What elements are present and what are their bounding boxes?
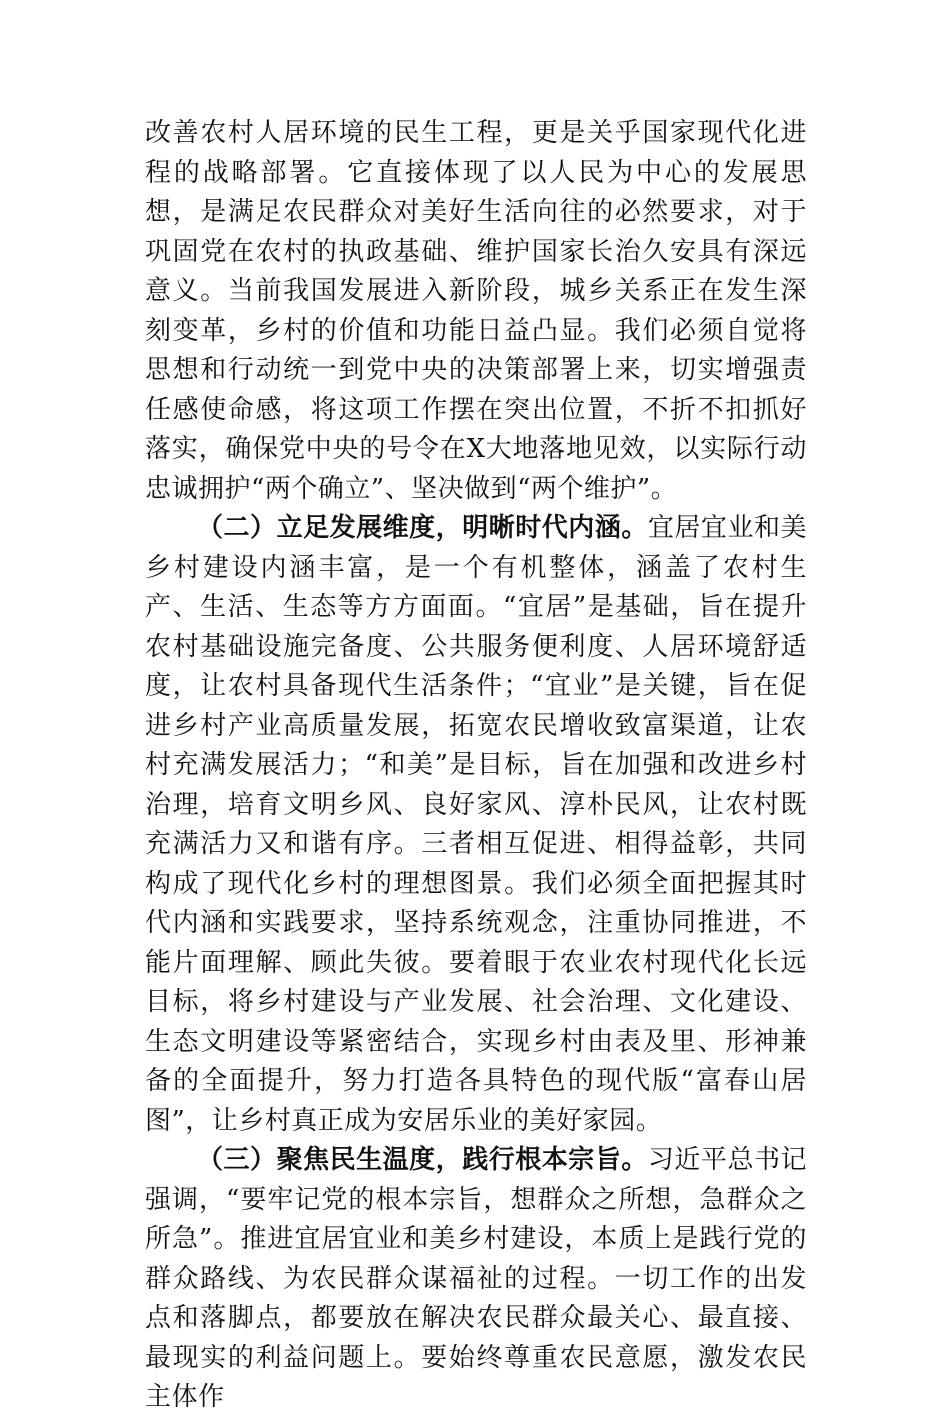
paragraph-2-body: 宜居宜业和美乡村建设内涵丰富，是一个有机整体，涵盖了农村生产、生活、生态等方方面面。“宜居”是基础，旨在提升农村基础设施完备度、公共服务便利度、人居环境舒适度，让农村具备现代生活条件；“宜业”是关键，旨在促进乡村产业高质量发展，拓宽农民增收致富渠道，让农村充满发展活力；“和美”是目标，旨在加强和改进乡村治理，培育文明乡风、良好家风、淳朴民风，让农村既充满活力又和谐有序。三者相互促进、相得益彰，共同构成了现代化乡村的理想图景。我们必须全面把握其时代内涵和实践要求，坚持系统观念，注重协同推进，不能片面理解、顾此失彼。要着眼于农业农村现代化长远目标，将乡村建设与产业发展、社会治理、文化建设、生态文明建设等紧密结合，实现乡村由表及里、形神兼备的全面提升，努力打造各具特色的现代版“富春山居图”，让乡村真正成为安居乐业的美好家园。 — [145, 513, 807, 1136]
paragraph-3-body: 习近平总书记强调，“要牢记党的根本宗旨，想群众之所想，急群众之所急”。推进宜居宜业和美乡村建设，本质上是践行党的群众路线、为农民群众谋福祉的过程。一切工作的出发点和落脚点，都要放在解决农民群众最关心、最直接、最现实的利益问题上。要始终尊重农民意愿，激发农民主体作 — [145, 1145, 807, 1412]
paragraph-1-body: 改善农村人居环境的民生工程，更是关乎国家现代化进程的战略部署。它直接体现了以人民为中心的发展思想，是满足农民群众对美好生活向往的必然要求，对于巩固党在农村的执政基础、维护国家长治久安具有深远意义。当前我国发展进入新阶段，城乡关系正在发生深刻变革，乡村的价值和功能日益凸显。我们必须自觉将思想和行动统一到党中央的决策部署上来，切实增强责任感使命感，将这项工作摆在突出位置，不折不扣抓好落实，确保党中央的号令在X大地落地见效，以实际行动忠诚拥护“两个确立”、坚决做到“两个维护”。 — [145, 118, 807, 504]
section-2-heading: （二）立足发展维度，明晰时代内涵。 — [197, 513, 648, 543]
paragraph-1 — [145, 114, 807, 509]
document-page — [145, 114, 807, 1418]
paragraph-2 — [145, 509, 807, 1141]
section-3-heading: （三）聚焦民生温度，践行根本宗旨。 — [197, 1145, 648, 1175]
paragraph-3 — [145, 1141, 807, 1418]
